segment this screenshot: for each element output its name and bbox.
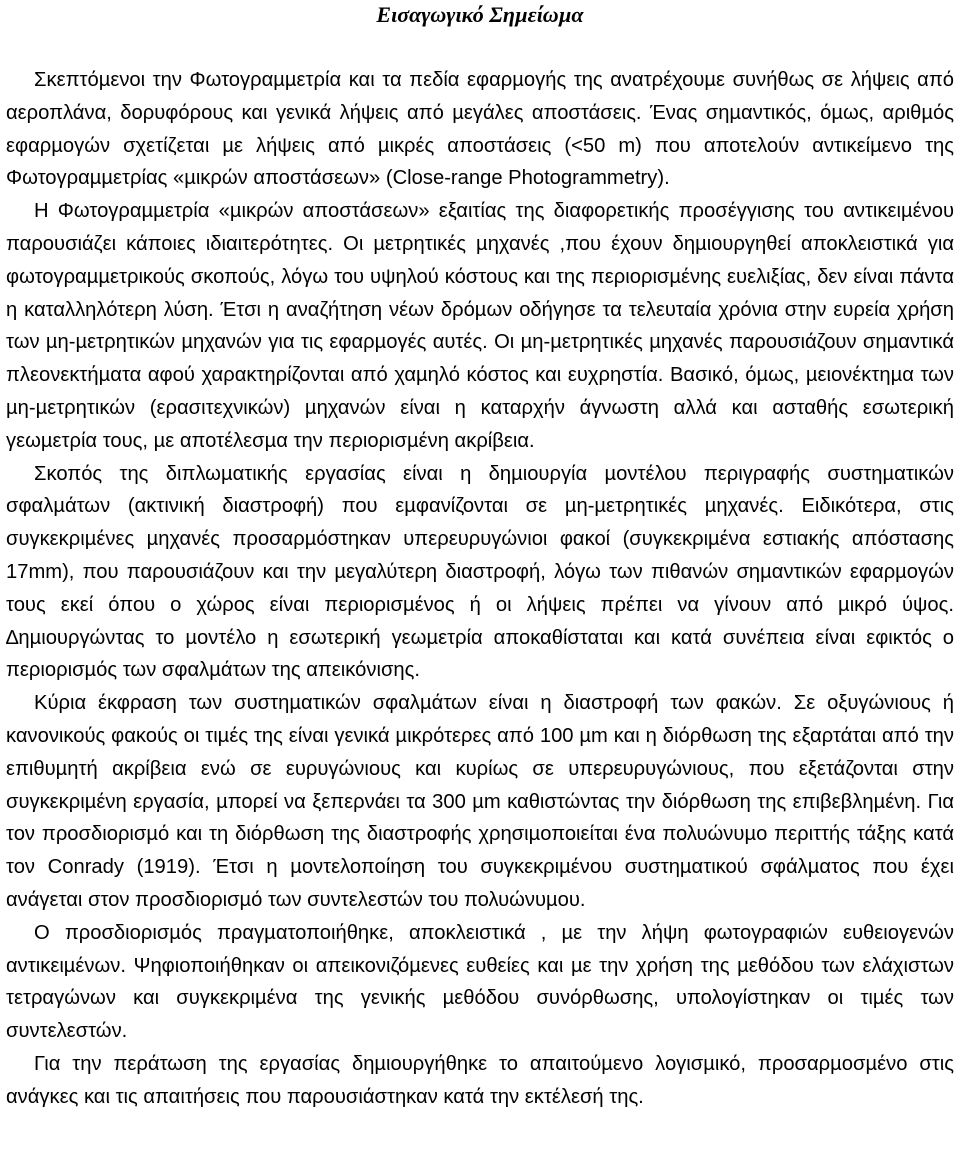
paragraph-intro: Σκεπτόµενοι την Φωτογραµµετρία και τα πεδία εφαρµογής της ανατρέχουµε συνήθως σε λήψεις από αεροπλάνα, δορυφόρους και γενικά λήψεις από µεγάλες αποστάσεις. Ένας σηµαντικός, όµως, αριθµός εφαρµογών σχετίζεται µε λήψεις από µικρές αποστάσεις (<50 m) που αποτελούν αντικείµενο της Φωτογραµµετρίας «µικρών αποστάσεων» (Close-range Photogrammetry). (6, 69, 954, 190)
paragraph-non-metric-cameras: Η Φωτογραµµετρία «µικρών αποστάσεων» εξαιτίας της διαφορετικής προσέγγισης του αντικειµένου παρουσιάζει κάποιες ιδιαιτερότητες. Οι µετρητικές µηχανές ,που έχουν δηµιουργηθεί αποκλειστικά για φωτογραµµετρικούς σκοπούς, λόγω του υψηλού κόστους και της περιορισµένης ευελιξίας, δεν είναι πάντα η καταλληλότερη λύση. Έτσι η αναζήτηση νέων δρόµων οδήγησε τα τελευταία χρόνια στην ευρεία χρήση των µη-µετρητικών µηχανών για τις εφαρµογές αυτές. Οι µη-µετρητικές µηχανές παρουσιάζουν σηµαντικά πλεονεκτήµατα αφού χαρακτηρίζονται από χαµηλό κόστος και ευχρηστία. Βασικό, όµως, µειονέκτηµα των µη-µετρητικών (ερασιτεχνικών) µηχανών είναι η καταρχήν άγνωστη αλλά και ασταθής εσωτερική γεωµετρία τους, µε αποτέλεσµα την περιορισµένη ακρίβεια. (6, 200, 954, 452)
paragraph-thesis-goal: Σκοπός της διπλωµατικής εργασίας είναι η δηµιουργία µοντέλου περιγραφής συστηµατικών σφαλµάτων (ακτινική διαστροφή) που εµφανίζονται σε µη-µετρητικές µηχανές. Ειδικότερα, στις συγκεκριµένες µηχανές προσαρµόστηκαν υπερευρυγώνιοι φακοί (συγκεκριµένα εστιακής απόστασης 17mm), που παρουσιάζουν και την µεγαλύτερη διαστροφή, λόγω των πιθανών σηµαντικών εφαρµογών τους εκεί όπου ο χώρος είναι περιορισµένος ή οι λήψεις πρέπει να γίνουν από µικρό ύψος. ∆ηµιουργώντας το µοντέλο η εσωτερική γεωµετρία αποκαθίσταται και κατά συνέπεια είναι εφικτός ο περιορισµός των σφαλµάτων της απεικόνισης. (6, 462, 954, 682)
paragraph-determination: Ο προσδιορισµός πραγµατοποιήθηκε, αποκλειστικά , µε την λήψη φωτογραφιών ευθειογενών αντικειµένων. Ψηφιοποιήθηκαν οι απεικονιζόµενες ευθείες και µε την χρήση της µεθόδου των ελάχιστων τετραγώνων και συγκεκριµένα της γενικής µεθόδου συνόρθωσης, υπολογίστηκαν οι τιµές των συντελεστών. (6, 921, 954, 1043)
paragraph-lens-distortion: Κύρια έκφραση των συστηµατικών σφαλµάτων είναι η διαστροφή των φακών. Σε οξυγώνιους ή κανονικούς φακούς οι τιµές της είναι γενικά µικρότερες από 100 µm και η διόρθωση της εξαρτάται από την επιθυµητή ακρίβεια ενώ σε ευρυγώνιους και κυρίως σε υπερευρυγώνιους, που εξετάζονται στην συγκεκριµένη εργασία, µπορεί να ξεπερνάει τα 300 µm καθιστώντας την διόρθωση της επιβεβληµένη. Για τον προσδιορισµό και τη διόρθωση της διαστροφής χρησιµοποιείται ένα πολυώνυµο περιττής τάξης κατά τον Conrady (1919). Έτσι η µοντελοποίηση του συγκεκριµένου συστηµατικού σφάλµατος που έχει ανάγεται στον προσδιορισµό των συντελεστών του πολυώνυµου. (6, 692, 954, 911)
document-title: Εισαγωγικό Σηµείωµα (376, 2, 584, 27)
document-body (6, 64, 954, 1114)
paragraph-software: Για την περάτωση της εργασίας δηµιουργήθηκε το απαιτούµενο λογισµικό, προσαρµοσµένο στις ανάγκες και τις απαιτήσεις που παρουσιάστηκαν κατά την εκτέλεσή της. (6, 1052, 954, 1108)
